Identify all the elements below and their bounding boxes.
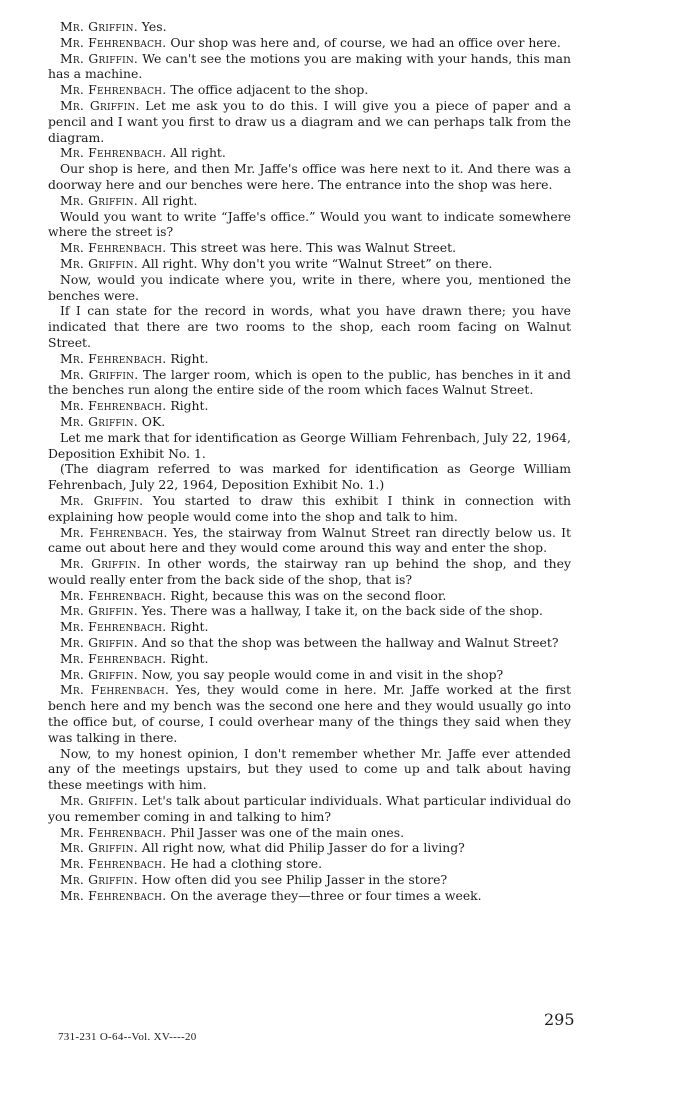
paragraph-text: OK.	[137, 413, 166, 429]
paragraph-text: If I can state for the record in words, what you have drawn there; you have indicated that there are two rooms to the shop, each room facing on Walnut Street.	[48, 303, 571, 350]
paragraph-text: Yes, they would come in here. Mr. Jaffe worked at the first bench here and my bench was the second one here and they would usually go into the office but, of course, I could overhear many of the things they said when they was talking in there.	[48, 682, 571, 745]
speaker-name: Mr. Griffin.	[60, 492, 144, 508]
paragraph-text: Right.	[166, 650, 209, 666]
paragraph-text: Let's talk about particular individuals. What particular individual do you remember coming in and talking to him?	[48, 793, 571, 824]
transcript-paragraph	[48, 746, 571, 793]
paragraph-text: All right.	[137, 192, 198, 208]
transcript-paragraph	[48, 793, 571, 825]
transcript-paragraph	[48, 825, 571, 841]
transcript-paragraph	[48, 682, 571, 745]
paragraph-text: All right. Why don't you write “Walnut Street” on there.	[137, 255, 493, 271]
speaker-name: Mr. Fehrenbach.	[60, 240, 167, 256]
paragraph-text: Our shop is here, and then Mr. Jaffe's office was here next to it. And there was a doorway here and our benches were here. The entrance into the shop was here.	[48, 161, 571, 192]
transcript-paragraph	[48, 209, 571, 241]
transcript-paragraph	[48, 367, 571, 399]
speaker-name: Mr. Fehrenbach.	[60, 82, 167, 98]
transcript-paragraph	[48, 303, 571, 350]
paragraph-text: Yes. There was a hallway, I take it, on the back side of the shop.	[137, 603, 543, 619]
transcript-paragraph	[48, 430, 571, 462]
paragraph-text: This street was here. This was Walnut Street.	[166, 240, 457, 256]
speaker-name: Mr. Griffin.	[60, 19, 138, 34]
speaker-name: Mr. Fehrenbach.	[60, 682, 170, 698]
transcript-paragraph	[48, 256, 571, 272]
speaker-name: Mr. Fehrenbach.	[60, 145, 167, 161]
transcript-paragraph	[48, 603, 571, 619]
paragraph-text: Let me ask you to do this. I will give you a piece of paper and a pencil and I want you first to draw us a diagram and we can perhaps talk from the diagram.	[48, 97, 571, 145]
speaker-name: Mr. Griffin.	[60, 255, 138, 271]
transcript-paragraph	[48, 525, 571, 557]
paragraph-text: Now, would you indicate where you, write in there, where you, mentioned the benches were.	[48, 271, 571, 303]
transcript-paragraph	[48, 272, 571, 304]
transcript-body	[48, 19, 571, 904]
speaker-name: Mr. Griffin.	[60, 840, 138, 856]
speaker-name: Mr. Fehrenbach.	[60, 587, 167, 603]
speaker-name: Mr. Griffin.	[60, 97, 140, 113]
speaker-name: Mr. Fehrenbach.	[60, 398, 167, 414]
transcript-paragraph	[48, 872, 571, 888]
transcript-paragraph	[48, 98, 571, 145]
paragraph-text: Would you want to write “Jaffe's office.” Would you want to indicate somewhere where the street is?	[48, 208, 571, 240]
transcript-paragraph	[48, 414, 571, 430]
paragraph-text: On the average they—three or four times a week.	[166, 887, 482, 903]
speaker-name: Mr. Griffin.	[60, 666, 138, 682]
paragraph-text: And so that the shop was between the hallway and Walnut Street?	[137, 635, 559, 651]
speaker-name: Mr. Griffin.	[60, 192, 138, 208]
speaker-name: Mr. Fehrenbach.	[60, 34, 167, 50]
speaker-name: Mr. Fehrenbach.	[60, 856, 167, 872]
speaker-name: Mr. Griffin.	[60, 603, 138, 619]
paragraph-text: How often did you see Philip Jasser in the store?	[137, 872, 448, 888]
speaker-name: Mr. Griffin.	[60, 872, 138, 888]
transcript-paragraph	[48, 667, 571, 683]
speaker-name: Mr. Griffin.	[60, 793, 138, 809]
speaker-name: Mr. Griffin.	[60, 635, 138, 651]
page-number: 295	[544, 1010, 575, 1029]
speaker-name: Mr. Griffin.	[60, 366, 139, 382]
paragraph-text: All right.	[166, 145, 226, 161]
speaker-name: Mr. Fehrenbach.	[60, 350, 167, 366]
transcript-paragraph	[48, 240, 571, 256]
speaker-name: Mr. Fehrenbach.	[60, 619, 167, 635]
paragraph-text: (The diagram referred to was marked for identification as George William Fehrenbach, July 22, 1964, Deposition Exhibit No. 1.)	[48, 461, 571, 493]
transcript-paragraph	[48, 82, 571, 98]
transcript-paragraph	[48, 493, 571, 525]
paragraph-text: Now, to my honest opinion, I don't remember whether Mr. Jaffe ever attended any of the meetings upstairs, but they used to come up and talk about having these meetings with him.	[48, 745, 571, 793]
transcript-paragraph	[48, 840, 571, 856]
transcript-paragraph	[48, 193, 571, 209]
paragraph-text: Phil Jasser was one of the main ones.	[166, 824, 405, 840]
paragraph-text: We can't see the motions you are making with your hands, this man has a machine.	[48, 50, 571, 82]
paragraph-text: Right.	[166, 350, 209, 366]
footer-print-code: 731-231 O-64--Vol. XV----20	[58, 1031, 197, 1043]
transcript-paragraph	[48, 398, 571, 414]
speaker-name: Mr. Griffin.	[60, 556, 141, 572]
paragraph-text: The larger room, which is open to the public, has benches in it and the benches run along the entire side of the room which faces Walnut Street.	[48, 366, 571, 398]
paragraph-text: He had a clothing store.	[166, 856, 323, 872]
paragraph-text: Right, because this was on the second floor.	[166, 587, 447, 603]
speaker-name: Mr. Griffin.	[60, 50, 139, 66]
transcript-paragraph	[48, 651, 571, 667]
transcript-paragraph	[48, 619, 571, 635]
paragraph-text: Right.	[166, 398, 209, 414]
transcript-paragraph	[48, 556, 571, 588]
speaker-name: Mr. Fehrenbach.	[60, 824, 167, 840]
paragraph-text: In other words, the stairway ran up behind the shop, and they would really enter from the back side of the shop, that is?	[48, 556, 571, 587]
transcript-paragraph	[48, 35, 571, 51]
paragraph-text: You started to draw this exhibit I think in connection with explaining how people would come into the shop and talk to him.	[48, 492, 571, 524]
paragraph-text: Now, you say people would come in and visit in the shop?	[137, 666, 504, 682]
transcript-paragraph	[48, 588, 571, 604]
transcript-paragraph	[48, 145, 571, 161]
paragraph-text: Yes, the stairway from Walnut Street ran directly below us. It came out about here and they would come around this way and enter the shop.	[48, 524, 571, 556]
transcript-paragraph	[48, 635, 571, 651]
speaker-name: Mr. Griffin.	[60, 413, 138, 429]
speaker-name: Mr. Fehrenbach.	[60, 524, 168, 540]
transcript-paragraph	[48, 856, 571, 872]
paragraph-text: Let me mark that for identification as George William Fehrenbach, July 22, 1964, Deposition Exhibit No. 1.	[48, 429, 571, 461]
transcript-paragraph	[48, 19, 571, 35]
transcript-paragraph	[48, 351, 571, 367]
transcript-paragraph	[48, 888, 571, 904]
paragraph-text: Right.	[166, 619, 209, 635]
paragraph-text: All right now, what did Philip Jasser do for a living?	[137, 840, 465, 856]
paragraph-text: Our shop was here and, of course, we had an office over here.	[166, 34, 561, 50]
speaker-name: Mr. Fehrenbach.	[60, 887, 167, 903]
transcript-paragraph	[48, 51, 571, 83]
paragraph-text: The office adjacent to the shop.	[166, 82, 369, 98]
transcript-paragraph	[48, 161, 571, 193]
transcript-paragraph	[48, 461, 571, 493]
paragraph-text: Yes.	[137, 19, 167, 34]
speaker-name: Mr. Fehrenbach.	[60, 650, 167, 666]
